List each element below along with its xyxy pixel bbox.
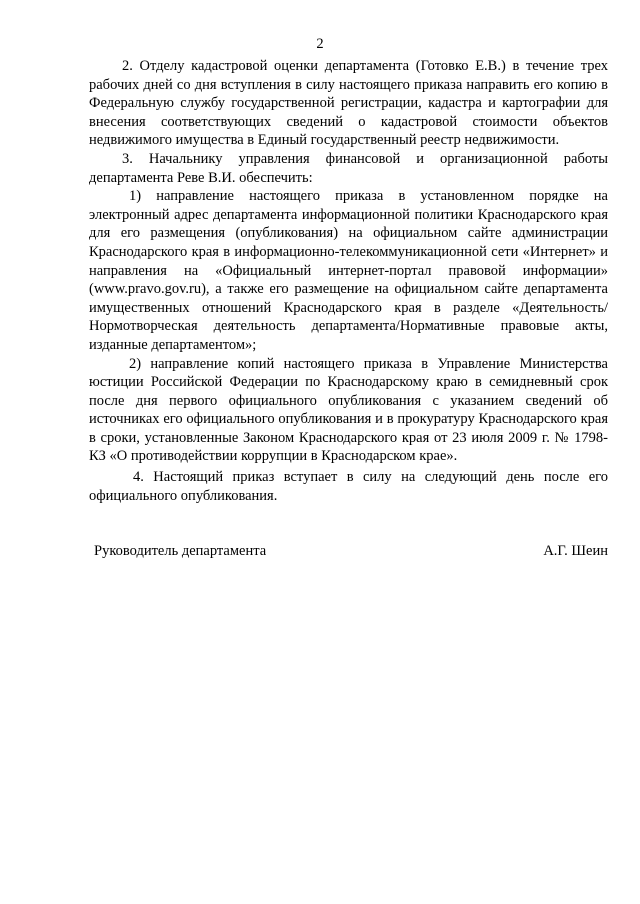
page-number: 2: [316, 36, 324, 52]
paragraph-3-item-2: 2) направление копий настоящего приказа в Управление Министерства юстиции Российской Федерации по Краснодарскому краю в семидневный срок после дня первого официального опубликования с указанием сведений об источниках его официального опубликования и в прокуратуру Краснодарского края в сроки, установленные Законом Краснодарского края от 23 июля 2009 г. № 1798-КЗ «О противодействии коррупции в Краснодарском крае».: [89, 355, 608, 465]
paragraph-4: 4. Настоящий приказ вступает в силу на следующий день после его официального опубликования.: [89, 469, 608, 504]
paragraph-3-item-1: 1) направление настоящего приказа в установленном порядке на электронный адрес департамента информационной политики Краснодарского края для его размещения (опубликования) на официальном сайте администрации Краснодарского края в информационно-телекоммуникационной сети «Интернет» и направления на «Официальный интернет-портал правовой информации» (www.pravo.gov.ru), а также его размещение на официальном сайте департамента имущественных отношений Краснодарского края в разделе «Деятельность/Нормотворческая деятельность департамента/Нормативные правовые акты, изданные департаментом»;: [89, 188, 608, 353]
document-body: [89, 57, 608, 505]
signature-block: [94, 543, 608, 560]
paragraph-2: 2. Отделу кадастровой оценки департамента (Готовко Е.В.) в течение трех рабочих дней со дня вступления в силу настоящего приказа направить его копию в Федеральную службу государственной регистрации, кадастра и картографии для внесения соответствующих сведений о кадастровой стоимости объектов недвижимого имущества в Единый государственный реестр недвижимости.: [89, 58, 608, 149]
signature-name: А.Г. Шеин: [543, 543, 608, 559]
signature-position: Руководитель департамента: [94, 543, 267, 559]
paragraph-3: 3. Начальнику управления финансовой и организационной работы департамента Реве В.И. обеспечить:: [89, 150, 608, 186]
